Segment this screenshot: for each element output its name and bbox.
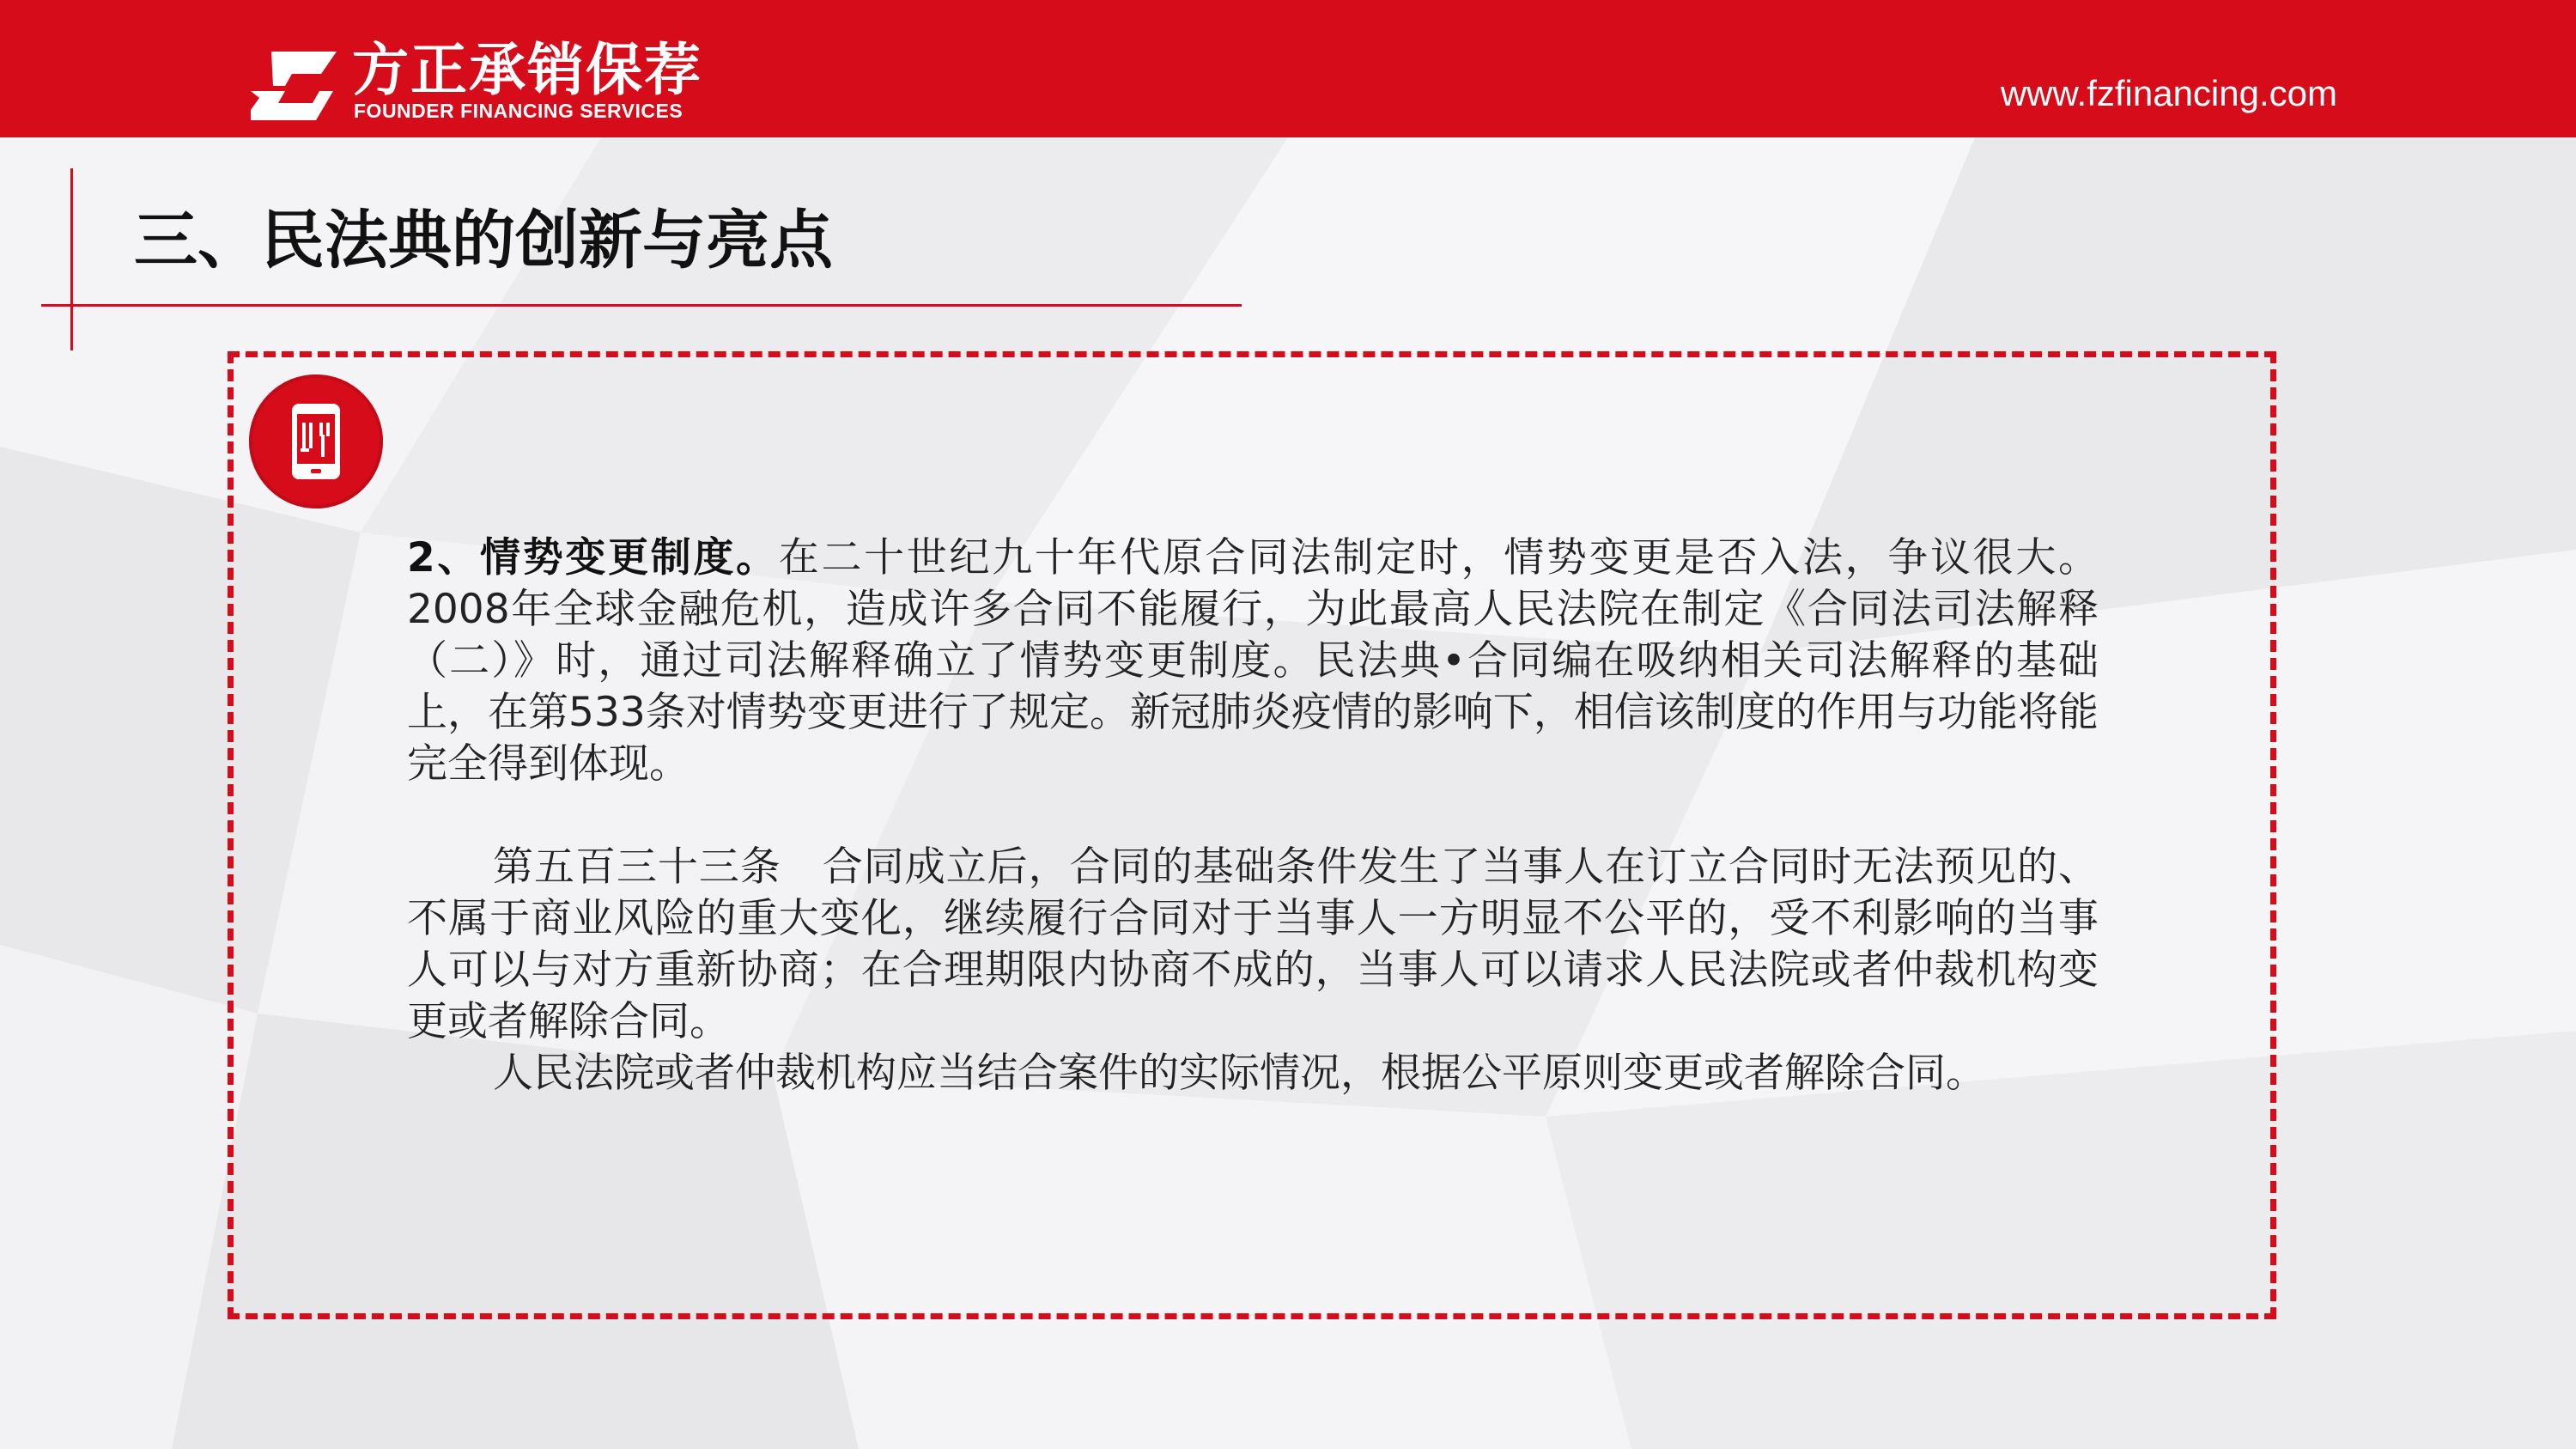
- page-title: 三、民法典的创新与亮点: [134, 204, 833, 277]
- phone-icon: [249, 374, 383, 508]
- paragraph-gap: [407, 790, 2099, 842]
- brand-name-cn: 方正承销保荐: [352, 37, 702, 103]
- paragraph-intro-body: 在二十世纪九十年代原合同法制定时，情势变更是否入法，争议很大。2008年全球金融危机，造成许多合同不能履行，为此最高人民法院在制定《合同法司法解释（二）》时，通过司法解释确立了情势变更制度。民法典•合同编在吸纳相关司法解释的基础上，在第533条对情势变更进行了规定。新冠肺炎疫情的影响下，相信该制度的作用与功能将能完全得到体现。: [407, 534, 2099, 788]
- founder-logo-icon: [247, 48, 340, 122]
- header-bar: [0, 0, 2576, 137]
- brand-name-en: FOUNDER FINANCING SERVICES: [354, 100, 683, 122]
- article-text-2: 人民法院或者仲裁机构应当结合案件的实际情况，根据公平原则变更或者解除合同。: [493, 1050, 1986, 1097]
- section-badge: [249, 374, 383, 508]
- paragraph-intro: [407, 533, 2099, 790]
- section-heading: 2、情势变更制度。: [407, 534, 779, 581]
- website-link[interactable]: www.fzfinancing.com: [2000, 73, 2337, 113]
- content-text: [407, 533, 2099, 1099]
- title-underline: [41, 304, 1242, 307]
- title-accent-vertical: [70, 168, 73, 350]
- article-text: 第五百三十三条 合同成立后，合同的基础条件发生了当事人在订立合同时无法预见的、不属于商业风险的重大变化，继续履行合同对于当事人一方明显不公平的，受不利影响的当事人可以与对方重新协商；在合理期限内协商不成的，当事人可以请求人民法院或者仲裁机构变更或者解除合同。: [407, 843, 2099, 1045]
